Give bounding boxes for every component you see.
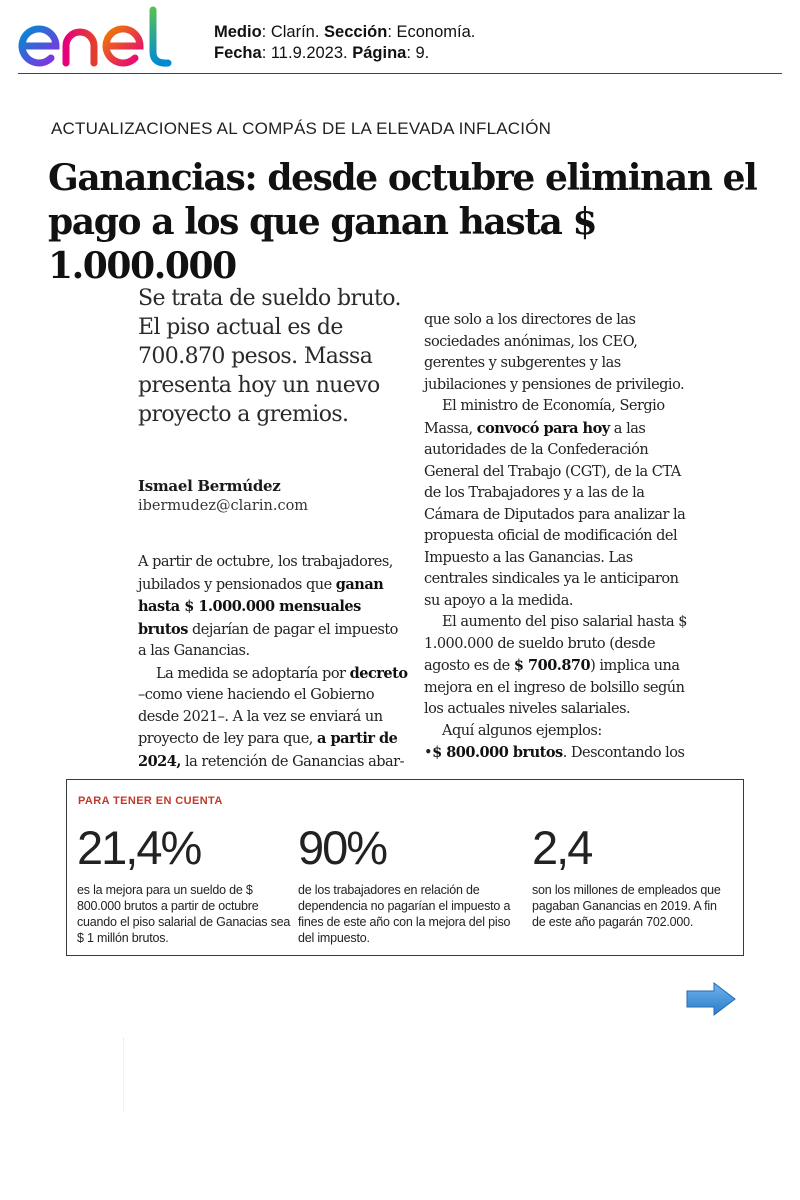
- p1-bold: ganan hasta $ 1.000.000 mensuales brutos: [138, 575, 384, 638]
- pagina-label: Página: [352, 44, 407, 62]
- article-summary: Se trata de sueldo bruto. El piso actual es de 700.870 pesos. Massa presenta hoy un nuevo proyecto a gremios.: [138, 286, 401, 427]
- article-column-left: [138, 284, 408, 773]
- scan-artifact-line: [123, 1038, 124, 1112]
- p5-text-a: El aumento del piso salarial hasta $ 1.000.000 de sueldo bruto (desde agosto es de: [424, 614, 688, 674]
- stat-description: son los millones de empleados que pagaban Ganancias en 2019. A fin de este año pagarán 702.000.: [532, 883, 721, 929]
- p7-text-c: . Descontando los: [562, 745, 685, 761]
- article-column-right: [424, 310, 694, 765]
- right-arrow-icon[interactable]: [684, 980, 738, 1018]
- bullet: •: [424, 745, 433, 761]
- p2-text-c: –como viene haciendo el Gobierno desde 2021–. A la vez se enviará un proyecto de ley para que,: [138, 687, 383, 747]
- p4-text-a: El ministro de Economía, Sergio Massa,: [424, 398, 665, 437]
- p7-bold: $ 800.000 brutos: [432, 744, 563, 761]
- medio-value: Clarín.: [270, 23, 320, 41]
- p1-text-a: A partir de octubre, los trabajadores, jubilados y pensionados que: [138, 554, 393, 593]
- p5-text-c: ) implica una mejora en el ingreso de bolsillo según los actuales niveles salariales.: [424, 658, 685, 717]
- medio-label: Medio: [214, 23, 262, 41]
- stat-description: es la mejora para un sueldo de $ 800.000 brutos a partir de octubre cuando el piso salarial de Ganacias sea $ 1 millón brutos.: [77, 883, 291, 945]
- author-email: ibermudez@clarin.com: [138, 498, 309, 514]
- seccion-value: Economía.: [396, 23, 476, 41]
- p2-text-a: La medida se adoptaría por: [156, 665, 350, 682]
- paragraph-6: Aquí algunos ejemplos:: [442, 722, 602, 739]
- stat-number: 90%: [298, 821, 387, 874]
- stat-description: de los trabajadores en relación de dependencia no pagarían el impuesto a fines de este año con la mejora del piso del impuesto.: [298, 883, 511, 945]
- stat-item: [532, 820, 722, 930]
- p4-text-c: a las autoridades de la Confederación General del Trabajo (CGT), de la CTA de los Trabajadores y a las de la Cámara de Diputados para analizar la propuesta oficial de modificación del Impuesto a las Ganancias. Las centrales sindicales ya le anticiparon su apoyo a la medida.: [424, 420, 686, 609]
- paragraph-5: [424, 612, 694, 721]
- pagina-value: 9.: [415, 44, 430, 62]
- author-name: Ismael Bermúdez: [138, 477, 281, 495]
- meta-line-2: Fecha: 11.9.2023. Página: 9.: [214, 44, 430, 62]
- byline: [138, 476, 408, 516]
- stat-number: 2,4: [532, 821, 592, 874]
- article-headline: Ganancias: desde octubre eliminan el pago a los que ganan hasta $ 1.000.000: [48, 157, 757, 287]
- paragraph-4: [424, 396, 694, 612]
- seccion-label: Sección: [324, 23, 388, 41]
- paragraph-3: que solo a los directores de las sociedades anónimas, los CEO, gerentes y subgerentes y las jubilaciones y pensiones de privilegio.: [424, 312, 685, 393]
- fecha-value: 11.9.2023.: [270, 44, 348, 62]
- header-divider: [18, 73, 782, 74]
- p5-bold: $ 700.870: [513, 657, 591, 674]
- enel-logo: [18, 6, 180, 68]
- stat-number: 21,4%: [77, 821, 201, 874]
- clipping-meta: [214, 22, 475, 64]
- fact-box-label: PARA TENER EN CUENTA: [78, 795, 223, 807]
- fecha-label: Fecha: [214, 44, 262, 62]
- p1-text-c: dejarían de pagar el impuesto a las Ganancias.: [138, 621, 398, 659]
- p2-text-e: la retención de Ganancias abar-: [180, 753, 404, 770]
- paragraph-7: [424, 742, 694, 765]
- paragraph-2: [138, 663, 408, 774]
- stat-item: [298, 820, 513, 946]
- article-kicker: ACTUALIZACIONES AL COMPÁS DE LA ELEVADA INFLACIÓN: [51, 119, 552, 138]
- p4-bold: convocó para hoy: [476, 419, 610, 437]
- fact-box: [66, 779, 744, 956]
- paragraph-1: [138, 552, 408, 663]
- p2-bold-d: a partir de 2024,: [138, 730, 398, 770]
- p2-bold-b: decreto: [349, 664, 408, 682]
- stat-item: [77, 820, 292, 946]
- meta-line-1: Medio: Clarín. Sección: Economía.: [214, 23, 476, 41]
